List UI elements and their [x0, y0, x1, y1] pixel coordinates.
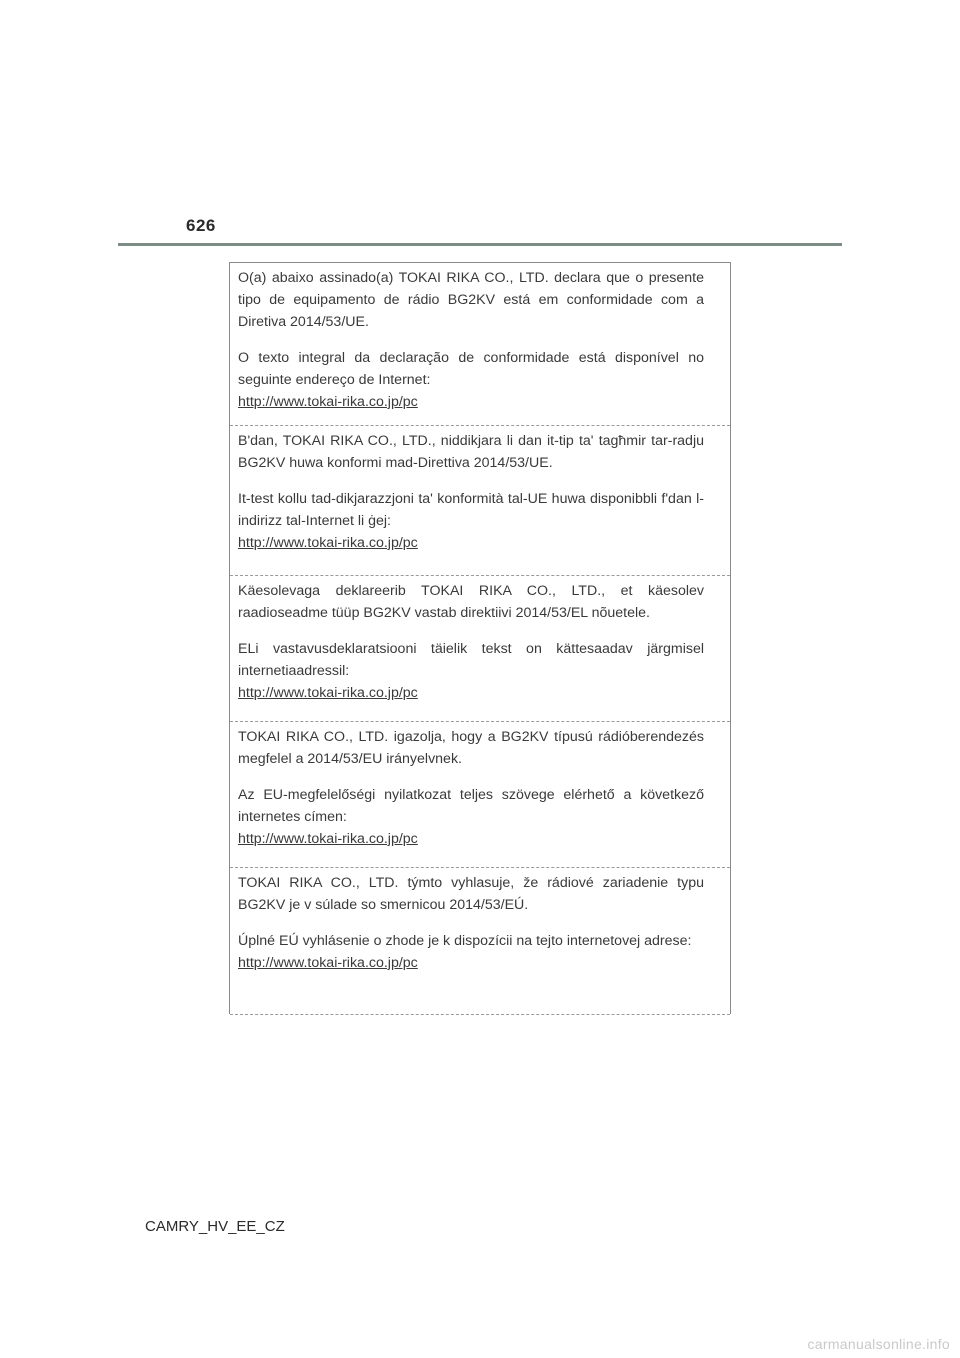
page-number: 626	[186, 216, 216, 235]
declaration-section-estonian	[230, 576, 730, 722]
declaration-link[interactable]: http://www.tokai-rika.co.jp/pc	[238, 955, 418, 971]
conformity-statement: O(a) abaixo assinado(a) TOKAI RIKA CO., LTD. declara que o presente tipo de equipamento de rádio BG2KV está em conformidade com a Diretiva 2014/53/UE.	[238, 270, 704, 330]
declaration-section-portuguese	[230, 263, 730, 426]
declaration-table	[229, 262, 731, 1014]
availability-text: Úplné EÚ vyhlásenie o zhode je k dispozícii na tejto internetovej adrese:	[238, 933, 692, 949]
declaration-link[interactable]: http://www.tokai-rika.co.jp/pc	[238, 394, 418, 410]
declaration-link[interactable]: http://www.tokai-rika.co.jp/pc	[238, 685, 418, 701]
availability-text: It-test kollu tad-dikjarazzjoni ta' konformità tal-UE huwa disponibbli f'dan l-indirizz tal-Internet li ġej:	[238, 491, 704, 529]
header-rule	[118, 243, 842, 246]
availability-text: ELi vastavusdeklaratsiooni täielik tekst on kättesaadav järgmisel internetiaadressil:	[238, 641, 704, 679]
conformity-statement: TOKAI RIKA CO., LTD. týmto vyhlasuje, že rádiové zariadenie typu BG2KV je v súlade so smernicou 2014/53/EÚ.	[238, 875, 704, 913]
declaration-link[interactable]: http://www.tokai-rika.co.jp/pc	[238, 831, 418, 847]
declaration-section-hungarian	[230, 722, 730, 868]
availability-text: O texto integral da declaração de conformidade está disponível no seguinte endereço de Internet:	[238, 350, 704, 388]
conformity-statement: Käesolevaga deklareerib TOKAI RIKA CO., LTD., et käesolev raadioseadme tüüp BG2KV vastab direktiivi 2014/53/EL nõuetele.	[238, 583, 704, 621]
watermark: carmanualsonline.info	[807, 1336, 950, 1352]
conformity-statement: B'dan, TOKAI RIKA CO., LTD., niddikjara li dan it-tip ta' tagħmir tar-radju BG2KV huwa konformi mad-Direttiva 2014/53/UE.	[238, 433, 704, 471]
conformity-statement: TOKAI RIKA CO., LTD. igazolja, hogy a BG2KV típusú rádióberendezés megfelel a 2014/53/EU irányelvnek.	[238, 729, 704, 767]
availability-text: Az EU-megfelelőségi nyilatkozat teljes szövege elérhető a következő internetes címen:	[238, 787, 704, 825]
declaration-section-maltese	[230, 426, 730, 576]
declaration-section-slovak	[230, 868, 730, 1015]
declaration-link[interactable]: http://www.tokai-rika.co.jp/pc	[238, 535, 418, 551]
document-code: CAMRY_HV_EE_CZ	[145, 1218, 285, 1235]
